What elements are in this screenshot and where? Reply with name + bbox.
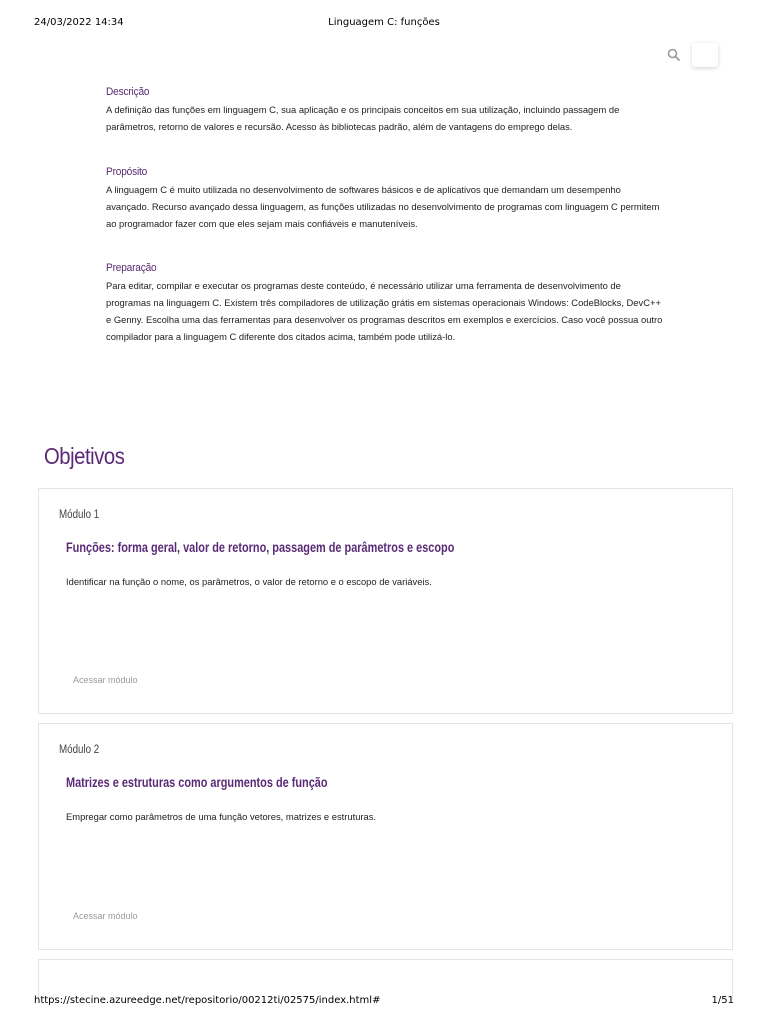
objectives-title: Objetivos bbox=[44, 443, 125, 469]
module-description: Empregar como parâmetros de uma função vetores, matrizes e estruturas. bbox=[66, 811, 377, 822]
module-card-partial bbox=[38, 959, 733, 1000]
module-title: Matrizes e estruturas como argumentos de função bbox=[66, 774, 328, 790]
module-card bbox=[38, 723, 733, 950]
menu-button[interactable] bbox=[692, 43, 718, 67]
print-url: https://stecine.azureedge.net/repositorio/00212ti/02575/index.html# bbox=[34, 995, 381, 1006]
print-document-title: Linguagem C: funções bbox=[328, 17, 440, 28]
preparation-heading: Preparação bbox=[106, 262, 157, 274]
preparation-section bbox=[106, 262, 666, 345]
purpose-section bbox=[106, 166, 666, 232]
purpose-text: A linguagem C é muito utilizada no desenvolvimento de softwares básicos e de aplicativos que demandam um desempenho avançado. Recurso avançado dessa linguagem, as funções utilizadas no desenvolvimento de programas com linguagem C permitem ao programador fazer com que eles sejam mais confiáveis e manuteníveis. bbox=[106, 184, 660, 229]
module-title: Funções: forma geral, valor de retorno, passagem de parâmetros e escopo bbox=[66, 539, 455, 555]
description-heading: Descrição bbox=[106, 86, 150, 98]
description-section bbox=[106, 86, 666, 135]
module-description: Identificar na função o nome, os parâmetros, o valor de retorno e o escopo de variáveis. bbox=[66, 576, 432, 587]
print-footer bbox=[0, 995, 768, 1009]
description-text: A definição das funções em linguagem C, sua aplicação e os principais conceitos em sua utilização, incluindo passagem de parâmetros, retorno de valores e recursão. Acesso às bibliotecas padrão, além de vantagens do emprego delas. bbox=[106, 104, 620, 132]
module-card bbox=[38, 488, 733, 714]
preparation-text: Para editar, compilar e executar os programas deste conteúdo, é necessário utilizar uma ferramenta de desenvolvimento de programas na linguagem C. Existem três compiladores de utilização grátis em sistemas operacionais Windows: CodeBlocks, DevC++ e Genny. Escolha uma das ferramentas para desenvolver os programas descritos em exemplos e exercícios. Caso você possua outro compilador para a linguagem C diferente dos citados acima, também pode utilizá-lo. bbox=[106, 280, 663, 342]
access-module-link[interactable]: Acessar módulo bbox=[73, 675, 138, 685]
print-header bbox=[0, 17, 768, 31]
search-icon[interactable] bbox=[666, 47, 682, 63]
print-page-number: 1/51 bbox=[711, 995, 734, 1006]
module-label: Módulo 1 bbox=[59, 509, 100, 521]
access-module-link[interactable]: Acessar módulo bbox=[73, 911, 138, 921]
purpose-heading: Propósito bbox=[106, 166, 148, 178]
module-label: Módulo 2 bbox=[59, 744, 100, 756]
print-datetime: 24/03/2022 14:34 bbox=[34, 17, 124, 28]
